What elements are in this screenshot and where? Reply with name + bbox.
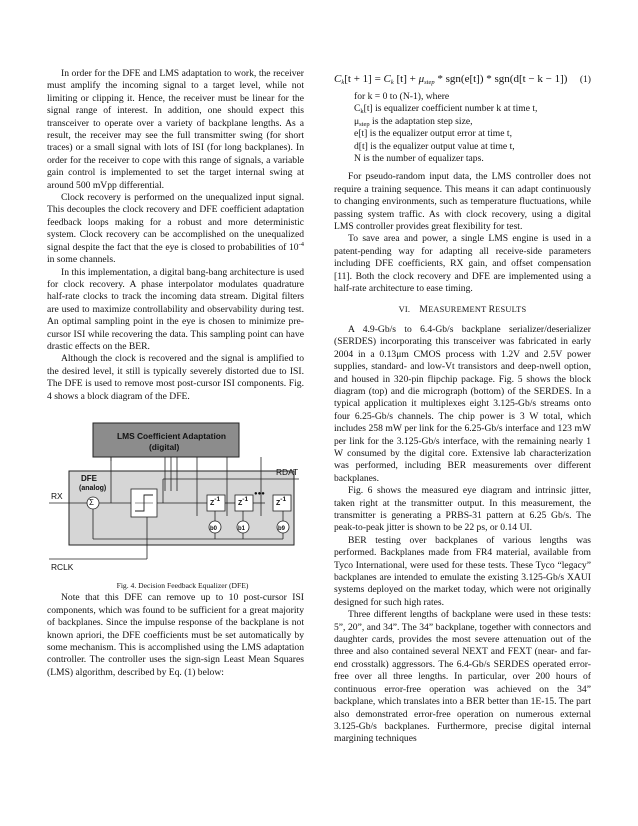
paragraph-isi: Although the clock is recovered and the signal is amplified to the desired level, it still is typically severely distorted due to ISI. The DFE is used to remove most post-cursor ISI components. Fig. 4 shows a block diagram of the DFE. xyxy=(47,353,304,402)
paragraph-ber-testing: BER testing over backplanes of various lengths was performed. Backplanes made from FR4 material, available from Tyco International, were used for these tests. These Tyco “legacy” backplanes are intended to emulate the existing 3.125-Gb/s XAUI systems deployed on the market today, which were not originally designed for such high rates. xyxy=(334,534,591,608)
def-d: d[t] is the equalizer output value at time t, xyxy=(354,140,515,152)
summer-symbol: Σ xyxy=(89,497,94,507)
paragraph-clock-recovery xyxy=(47,192,304,266)
rclk-label: RCLK xyxy=(51,561,74,572)
equation-1 xyxy=(334,72,591,87)
def-ck: $C_k[t]$ is equalizer coefficient number k at time t, xyxy=(354,103,538,116)
right-column xyxy=(334,72,591,746)
dfe-subtitle: (analog) xyxy=(79,484,107,492)
tap-b0-label: b0 xyxy=(210,525,218,532)
rdat-label: RDAT xyxy=(276,466,299,477)
paragraph-bang-bang: In this implementation, a digital bang-bang architecture is used for clock recovery. A phase interpolator modulates quadrature half-rate clocks to track the incoming data stream. Digital filters are used to maximize controllability and observability during test. An optimal sampling point in the eye is chosen to minimize pre-cursor ISI while recovering the data. This sampling point can have drastic effects on the BER. xyxy=(47,266,304,352)
section-heading: VI. MEASUREMENT RESULTS xyxy=(398,303,527,315)
def-k-range: for k = 0 to (N-1), where xyxy=(354,91,450,102)
paragraph-backplane-lengths: Three different lengths of backplane were used in these tests: 5”, 20”, and 34”. The 34” backplane, together with connectors and daughter cards, provides the most severe attenuation out of the three and also contained several NEXT and FEXT (near- and far-end crosstalk) aggressors. The 6.4-Gb/s SERDES operated error-free over all three lengths. In particular, over 200 hours of continuous error-free operation was achieved on the 34” backplane, which translates into a BER better than 1E-15. The part also demonstrated error-free operation on numerous external 3.125-Gb/s backplanes. Furthermore, precise digital internal margining techniques xyxy=(334,609,591,745)
paragraph-eye-diagram: Fig. 6 shows the measured eye diagram and intrinsic jitter, taken right at the transmitter output. In this measurement, the transmitter is generating a PRBS-31 pattern at 6.25 Gb/s. The peak-to-peak jitter is shown to be 22 ps, or 0.14 UI. xyxy=(334,485,591,534)
paragraph-dfe-lms: In order for the DFE and LMS adaptation to work, the receiver must amplify the incoming signal to a target level, while not limiting or clipping it. Hence, the receiver must be linear for the signal range of interest. In addition, one should expect this transceiver to operate over a variety of backplane lengths. As a result, the receiver may see the full transmitter swing (for short traces) or a small signal with lots of ISI (for long backplanes). In order for the receiver to cope with this range of signals, a variable gain control is implemented to set the target internal swing at around 500 mVpp differential. xyxy=(47,68,304,191)
def-n: N is the number of equalizer taps. xyxy=(354,153,484,165)
dfe-title: DFE xyxy=(81,473,97,483)
paragraph-pseudo-random: For pseudo-random input data, the LMS controller does not require a training sequence. This means it can adapt continuously to changing environments, such as temperature fluctuations, while passing system traffic. As with clock recovery, using a digital LMS controller provides great flexibility for test. xyxy=(334,171,591,233)
clock-text-post: in some channels. xyxy=(47,254,116,266)
paragraph-dfe-coefficients: Note that this DFE can remove up to 10 post-cursor ISI components, which was found to be sufficient for a great majority of backplanes. Since the impulse response of the backplane is not known apriori, the DFE coefficients must be set automatically by some mechanism. This is accomplished using the LMS adaptation controller. The controller uses the sign-sign Least Mean Squares (LMS) algorithm, described by Eq. (1) below: xyxy=(47,592,304,678)
rx-label: RX xyxy=(51,490,63,501)
ellipsis-dots: ●●● xyxy=(254,490,265,497)
tap-b1-label: b1 xyxy=(238,525,246,532)
paragraph-single-lms: To save area and power, a single LMS engine is used in a patent-pending way for adapting all receive-side parameters including DFE coefficients, RX gain, and offset compensation [11]. Both the clock recovery and DFE are implemented using a half-rate architecture to ease timing. xyxy=(334,233,591,295)
dfe-block-diagram xyxy=(47,421,304,576)
lms-subtitle: (digital) xyxy=(149,441,180,452)
lms-title: LMS Coefficient Adaptation xyxy=(117,430,227,441)
tap-b9-label: b9 xyxy=(278,525,286,532)
delay-label-n: $Z^{-1}$ xyxy=(276,495,287,507)
delay-label-1: $Z^{-1}$ xyxy=(210,495,221,507)
equation-number: (1) xyxy=(579,74,591,85)
left-column xyxy=(47,68,304,679)
equation-expression: $C_k[t + 1] = C_k$ $[t] + \mu_{step} * sgn(e[t]) * sgn(d[t - k - 1])$ xyxy=(334,73,568,86)
figure-caption: Fig. 4. Decision Feedback Equalizer (DFE) xyxy=(116,580,249,590)
def-e: e[t] is the equalizer output error at time t, xyxy=(354,128,512,140)
def-mu: $\mu_{step}$ is the adaptation step size, xyxy=(354,115,473,128)
clock-text-exponent: -4 xyxy=(298,240,304,248)
delay-label-2: $Z^{-1}$ xyxy=(238,495,249,507)
paragraph-serdes: A 4.9-Gb/s to 6.4-Gb/s backplane serializer/deserializer (SERDES) incorporating this transceiver was fabricated in early 2004 in a 0.13μm CMOS process with 1.2V and 2.5V power supplies, standard- and low-Vt transistors and deep-nwell option, and housed in 320-pin flipchip package. Fig. 5 shows the block diagram (top) and die micrograph (bottom) of the SERDES. In a typical application it multiplexes eight 3.125-Gb/s streams onto four 6.25-Gb/s channels. The chip power is 3 W total, which includes 258 mW per link for the 6.25-Gb/s interface and 123 mW per link for the 3.125-Gb/s interface, with the remaining nearly 1 W consumed by the digital core. Extensive lab characterization was performed, including BER measurements over different backplanes. xyxy=(334,323,591,484)
equation-definitions xyxy=(354,91,591,165)
clock-text-pre: Clock recovery is performed on the unequalized input signal. This decouples the clock recovery and DFE coefficient adaptation feedback loops making for a robust and more deterministic system. Clock recovery can be accomplished on the unequalized signal despite the fact that the eye is closed to probabilities of 10 xyxy=(47,192,304,253)
